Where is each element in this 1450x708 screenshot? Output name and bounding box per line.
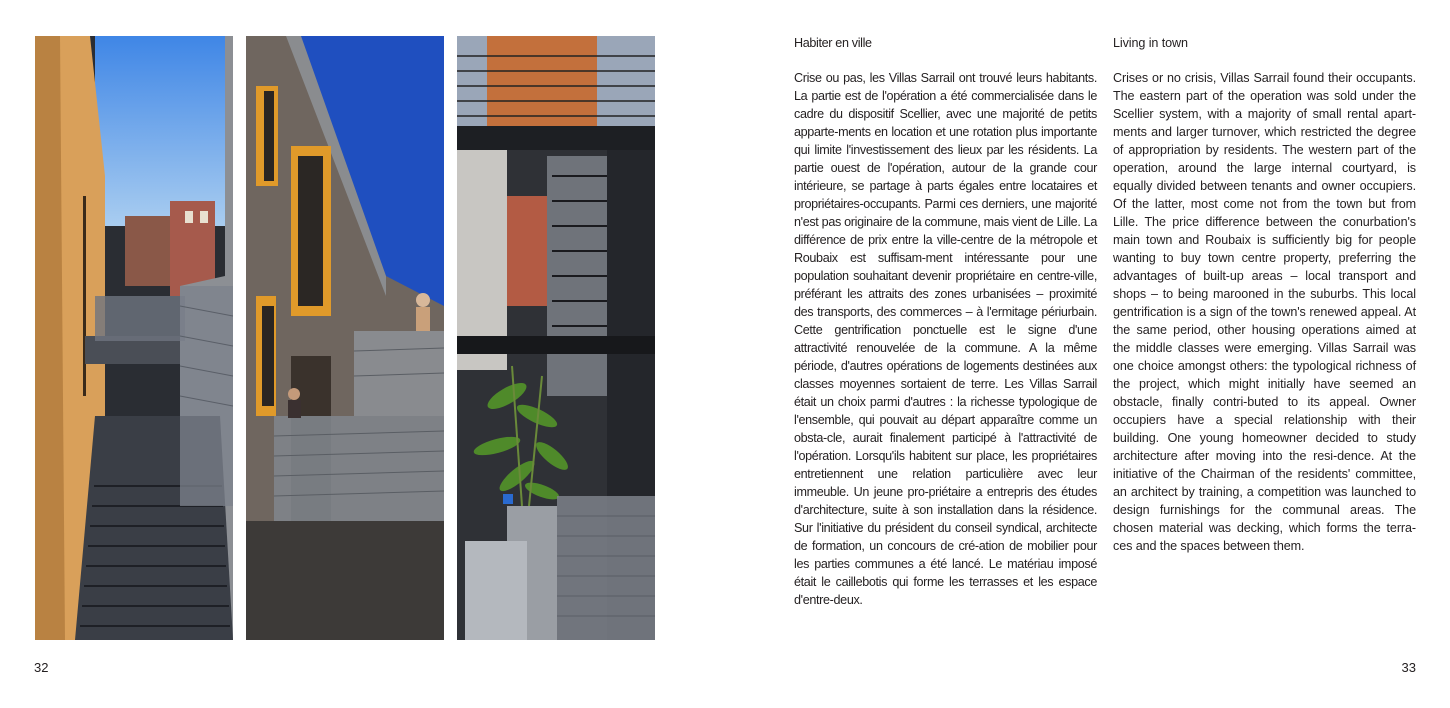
- photo-passage-staircase: [35, 36, 233, 640]
- photo-metal-stairs-bamboo: [457, 36, 655, 640]
- english-body: Crises or no crisis, Villas Sarrail found their occupants. The eastern part of the operation was sold under the Scellier system, with a majority of small rental apart-ments and larger turnover, which restricted the degree of appropriation by residents. The western part of the operation, around the large internal courtyard, is equally divided between tenants and owner occupiers. Of the latter, most come not from the town but from Lille. The price difference between the conurbation's main town and Roubaix is sufficiently big for people wanting to buy town centre property, preferring the advantages of built-up areas – local transport and shops – to being marooned in the suburbs. This local gentrification is a sign of the town's renewed appeal. At the same period, other housing operations aimed at the middle classes were emerging. Villas Sarrail was one choice amongst others: the typological richness of the project, which might initially have seemed an obstacle, finally contri-buted to its appeal. Owner occupiers have a special relationship with their building. One young homeowner decided to study architecture after moving into the resi-dence. At the initiative of the Chairman of the residents' committee, an architect by training, a competition was launched to design furnishings for the communal areas. The chosen material was decking, which forms the terra-ces and the spaces between them.: [1113, 71, 1416, 553]
- french-heading: Habiter en ville: [794, 36, 872, 50]
- english-heading: Living in town: [1113, 36, 1188, 50]
- english-column: [1113, 34, 1416, 555]
- french-column: [794, 34, 1097, 609]
- page-number-right: 33: [1401, 660, 1416, 675]
- french-body: Crise ou pas, les Villas Sarrail ont trouvé leurs habitants. La partie est de l'opération a été commercialisée dans le cadre du dispositif Scellier, avec une majorité de petits apparte-ments en location et une rotation plus importante qui limite l'investissement des lieux par les résidents. La partie ouest de l'opération, autour de la grande cour intérieure, se partage à parts égales entre locataires et propriétaires-occupants. Parmi ces derniers, une majorité n'est pas originaire de la commune, mais vient de Lille. La différence de prix entre la ville-centre de la métropole et Roubaix est suffisam-ment intéressante pour une population souhaitant devenir propriétaire en centre-ville, préférant les attraits des zones urbanisées – proximité des transports, des commerces – à l'ermitage périurbain. Cette gentrification ponctuelle est le signe d'une attractivité renouvelée de la commune. A la même période, d'autres opérations de logements destinées aux classes moyennes sortaient de terre. Les Villas Sarrail était un choix parmi d'autres : la richesse typologique de l'ensemble, qui pouvait au départ apparaître comme un obsta-cle, aurait finalement participé à l'attractivité de l'opération. Lorsqu'ils habitent sur place, les propriétaires entretiennent une relation particulière avec leur immeuble. Un jeune pro-priétaire a entrepris des études d'architecture, suite à son installation dans la résidence. Sur l'initiative du président du conseil syndical, architecte de formation, un concours de cré-ation de mobilier pour les parties communes a été lancé. Le matériau imposé était le caillebotis qui forme les terrasses et les espace d'entre-deux.: [794, 71, 1097, 607]
- page-number-left: 32: [34, 660, 49, 675]
- photo-facade-balconies: [246, 36, 444, 640]
